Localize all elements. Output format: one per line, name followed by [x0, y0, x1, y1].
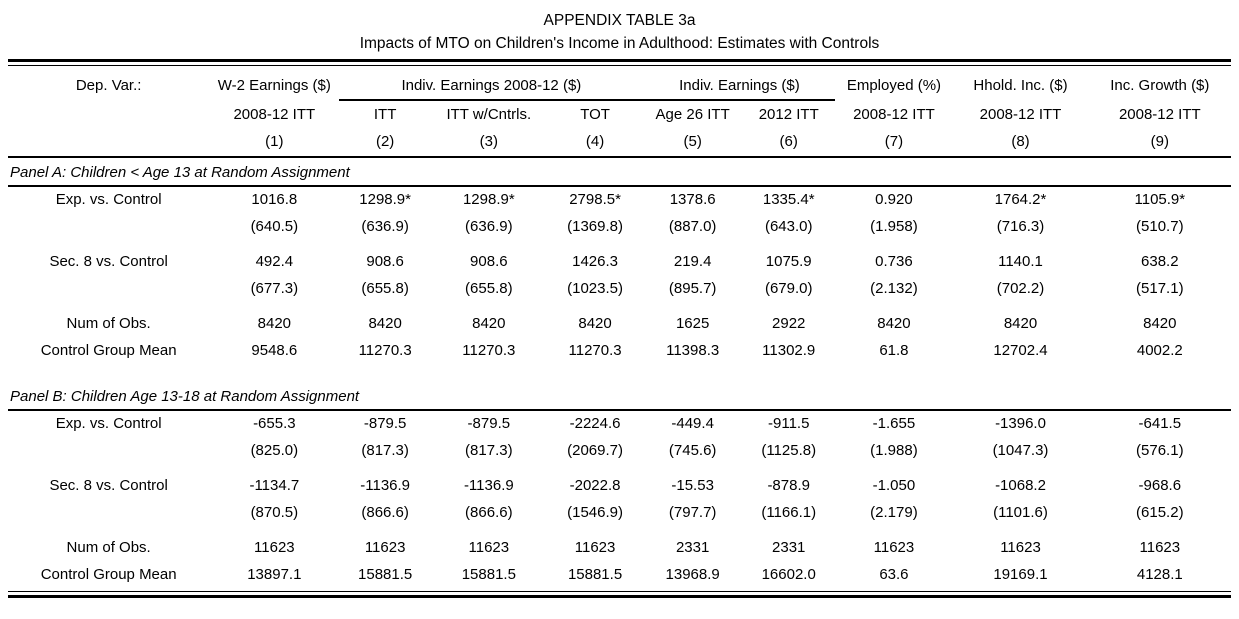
value-cell: (716.3) [996, 218, 1045, 235]
value-cell: 219.4 [673, 253, 712, 270]
spacer-cell [8, 365, 1231, 382]
value-cell: 0.736 [875, 253, 913, 270]
value-cell: (866.6) [361, 504, 409, 521]
top-double-rule [8, 59, 1231, 66]
value-cell: 8420 [578, 315, 612, 332]
spacer-cell [8, 527, 1231, 535]
value-cell: (640.5) [250, 218, 299, 235]
row-label [8, 276, 209, 303]
value-cell: (1125.8) [761, 442, 817, 459]
value-cell: -1396.0 [995, 415, 1046, 432]
value-cell: (887.0) [668, 218, 717, 235]
value-cell: (1369.8) [567, 218, 623, 235]
value-cell: (679.0) [764, 280, 813, 297]
title-block [8, 10, 1231, 56]
value-cell: 11623 [873, 539, 915, 556]
spacer-cell [8, 241, 1231, 249]
value-cell: 15881.5 [358, 566, 413, 583]
value-cell: -1136.9 [360, 477, 411, 494]
column-sub-header: Age 26 ITT [655, 106, 730, 123]
value-cell: 11270.3 [568, 342, 622, 359]
value-cell: -879.5 [363, 415, 407, 432]
se-row [8, 276, 1231, 303]
column-number: (5) [643, 129, 742, 157]
value-cell: 11398.3 [666, 342, 720, 359]
value-cell: 4002.2 [1136, 342, 1183, 359]
value-cell: (655.8) [361, 280, 409, 297]
value-cell: -1068.2 [995, 477, 1046, 494]
value-cell: 8420 [877, 315, 911, 332]
value-cell: 15881.5 [461, 566, 516, 583]
value-cell: (677.3) [250, 280, 299, 297]
column-sub-header: 2008-12 ITT [853, 105, 935, 123]
column-group-header: Employed (%) [846, 77, 942, 94]
value-cell: 8420 [368, 315, 402, 332]
value-cell: (1546.9) [567, 504, 623, 521]
value-cell: 61.8 [879, 342, 909, 359]
value-cell: 1016.8 [251, 191, 298, 208]
value-cell: -1136.9 [463, 477, 514, 494]
header-group-row [8, 72, 1231, 100]
column-sub-header: TOT [580, 106, 610, 123]
value-cell: 638.2 [1141, 253, 1179, 270]
value-cell: (510.7) [1136, 218, 1184, 235]
value-cell: (895.7) [668, 280, 717, 297]
value-cell: (817.3) [361, 442, 409, 459]
header-spacer-cell [8, 129, 209, 157]
value-cell: (2.132) [870, 280, 918, 297]
table-title: APPENDIX TABLE 3a [543, 12, 696, 29]
column-number: (8) [952, 129, 1088, 157]
value-cell: 2922 [772, 315, 806, 332]
row-gap-row [8, 303, 1231, 311]
header-sub-row [8, 100, 1231, 129]
table-row [8, 338, 1231, 365]
value-cell: (825.0) [250, 442, 299, 459]
value-cell: 11623 [574, 539, 616, 556]
results-table [8, 72, 1231, 589]
column-group-header: Indiv. Earnings 2008-12 ($) [339, 72, 643, 100]
bottom-double-rule [8, 591, 1231, 598]
value-cell: (517.1) [1136, 280, 1184, 297]
column-number: (3) [431, 129, 547, 157]
row-label: Control Group Mean [40, 566, 177, 583]
value-cell: (870.5) [250, 504, 299, 521]
header-number-row [8, 129, 1231, 157]
table-subtitle: Impacts of MTO on Children's Income in Adulthood: Estimates with Controls [359, 35, 880, 52]
value-cell: (643.0) [764, 218, 813, 235]
column-number: (7) [835, 129, 952, 157]
value-cell: -968.6 [1138, 477, 1182, 494]
column-number: (6) [742, 129, 836, 157]
value-cell: (1023.5) [567, 280, 623, 297]
value-cell: 1105.9* [1134, 191, 1186, 208]
row-label: Num of Obs. [66, 315, 151, 332]
column-group-header: Inc. Growth ($) [1110, 77, 1210, 94]
value-cell: 1378.6 [669, 191, 716, 208]
value-cell: -449.4 [671, 415, 714, 432]
panel-title-row [8, 382, 1231, 410]
row-label [8, 500, 209, 527]
value-cell: 12702.4 [993, 342, 1048, 359]
table-header [8, 72, 1231, 157]
panel-title: Panel A: Children < Age 13 at Random Assignment [8, 157, 1231, 186]
value-cell: (1047.3) [992, 442, 1049, 459]
panel-title: Panel B: Children Age 13-18 at Random Assignment [8, 382, 1231, 410]
value-cell: -2224.6 [569, 415, 621, 432]
value-cell: 16602.0 [761, 566, 816, 583]
value-cell: -2022.8 [569, 477, 621, 494]
value-cell: 4128.1 [1136, 566, 1183, 583]
column-group-header: Hhold. Inc. ($) [973, 77, 1068, 94]
value-cell: -655.3 [253, 415, 296, 432]
value-cell: (1.988) [870, 442, 918, 459]
value-cell: -15.53 [671, 477, 714, 494]
table-body [8, 157, 1231, 589]
value-cell: 8420 [1143, 315, 1177, 332]
value-cell: 1335.4* [762, 191, 815, 208]
value-cell: -911.5 [768, 415, 810, 432]
se-row [8, 438, 1231, 465]
row-label: Control Group Mean [40, 342, 177, 359]
value-cell: 0.920 [875, 191, 913, 208]
value-cell: -641.5 [1138, 415, 1182, 432]
value-cell: 11623 [254, 539, 295, 556]
value-cell: -878.9 [767, 477, 810, 494]
value-cell: 908.6 [470, 253, 508, 270]
value-cell: 11623 [1000, 539, 1041, 556]
spacer-cell [8, 465, 1231, 473]
value-cell: (615.2) [1136, 504, 1184, 521]
row-label: Sec. 8 vs. Control [49, 253, 168, 270]
dep-var-label: Dep. Var.: [75, 77, 142, 94]
value-cell: 1298.9* [462, 191, 515, 208]
value-cell: (576.1) [1136, 442, 1184, 459]
value-cell: 19169.1 [993, 566, 1048, 583]
value-cell: 13968.9 [665, 566, 720, 583]
value-cell: 1140.1 [998, 253, 1043, 270]
value-cell: 908.6 [366, 253, 404, 270]
row-label: Exp. vs. Control [55, 415, 162, 432]
value-cell: (636.9) [361, 218, 409, 235]
value-cell: 1075.9 [765, 253, 812, 270]
value-cell: (745.6) [668, 442, 717, 459]
row-gap-row [8, 241, 1231, 249]
column-sub-header: 2008-12 ITT [233, 105, 316, 123]
table-row [8, 473, 1231, 500]
value-cell: (655.8) [465, 280, 513, 297]
value-cell: 8420 [257, 315, 292, 332]
value-cell: (817.3) [465, 442, 513, 459]
value-cell: 8420 [472, 315, 506, 332]
table-row [8, 562, 1231, 589]
value-cell: (636.9) [465, 218, 513, 235]
value-cell: -879.5 [467, 415, 511, 432]
value-cell: 9548.6 [251, 342, 298, 359]
row-label [8, 438, 209, 465]
column-sub-header: ITT w/Cntrls. [446, 106, 532, 123]
panel-title-row [8, 157, 1231, 186]
value-cell: 11623 [1139, 539, 1181, 556]
value-cell: (702.2) [996, 280, 1045, 297]
column-number: (1) [209, 129, 339, 157]
row-label: Exp. vs. Control [55, 191, 162, 208]
column-sub-header: 2012 ITT [758, 106, 819, 123]
row-label [8, 214, 209, 241]
value-cell: (1.958) [870, 218, 918, 235]
row-label: Num of Obs. [66, 539, 151, 556]
row-gap-row [8, 465, 1231, 473]
value-cell: 11302.9 [762, 342, 816, 359]
column-group-header: W-2 Earnings ($) [217, 77, 331, 94]
value-cell: 63.6 [879, 566, 909, 583]
value-cell: 1764.2* [994, 191, 1047, 208]
value-cell: 2331 [772, 539, 806, 556]
spacer-cell [8, 303, 1231, 311]
value-cell: 492.4 [255, 253, 294, 270]
value-cell: (866.6) [465, 504, 513, 521]
value-cell: 1426.3 [572, 253, 618, 270]
column-group-header: Indiv. Earnings ($) [643, 72, 835, 100]
value-cell: 11623 [468, 539, 510, 556]
value-cell: 11270.3 [462, 342, 516, 359]
value-cell: 11623 [364, 539, 406, 556]
value-cell: 2798.5* [569, 191, 621, 208]
header-spacer-cell [8, 100, 209, 129]
table-row [8, 186, 1231, 214]
column-number: (2) [339, 129, 430, 157]
value-cell: -1.655 [872, 415, 916, 432]
table-row [8, 249, 1231, 276]
row-gap-row [8, 527, 1231, 535]
value-cell: 1625 [675, 315, 710, 332]
panel-gap-row [8, 365, 1231, 382]
value-cell: 15881.5 [567, 566, 623, 583]
value-cell: -1.050 [872, 477, 916, 494]
value-cell: (1101.6) [993, 504, 1048, 521]
column-sub-header: 2008-12 ITT [979, 105, 1062, 123]
column-sub-header: 2008-12 ITT [1118, 105, 1201, 123]
value-cell: 11270.3 [358, 342, 412, 359]
se-row [8, 214, 1231, 241]
value-cell: (1166.1) [761, 504, 817, 521]
value-cell: 2331 [675, 539, 710, 556]
value-cell: 13897.1 [247, 566, 302, 583]
table-row [8, 535, 1231, 562]
value-cell: (797.7) [668, 504, 717, 521]
value-cell: (2.179) [870, 504, 918, 521]
row-label: Sec. 8 vs. Control [49, 477, 168, 494]
value-cell: 8420 [1003, 315, 1038, 332]
value-cell: 1298.9* [359, 191, 411, 208]
column-sub-header: ITT [373, 106, 397, 123]
column-number: (4) [547, 129, 644, 157]
value-cell: (2069.7) [567, 442, 623, 459]
table-row [8, 410, 1231, 438]
value-cell: -1134.7 [249, 477, 300, 494]
column-number: (9) [1089, 129, 1231, 157]
se-row [8, 500, 1231, 527]
table-row [8, 311, 1231, 338]
